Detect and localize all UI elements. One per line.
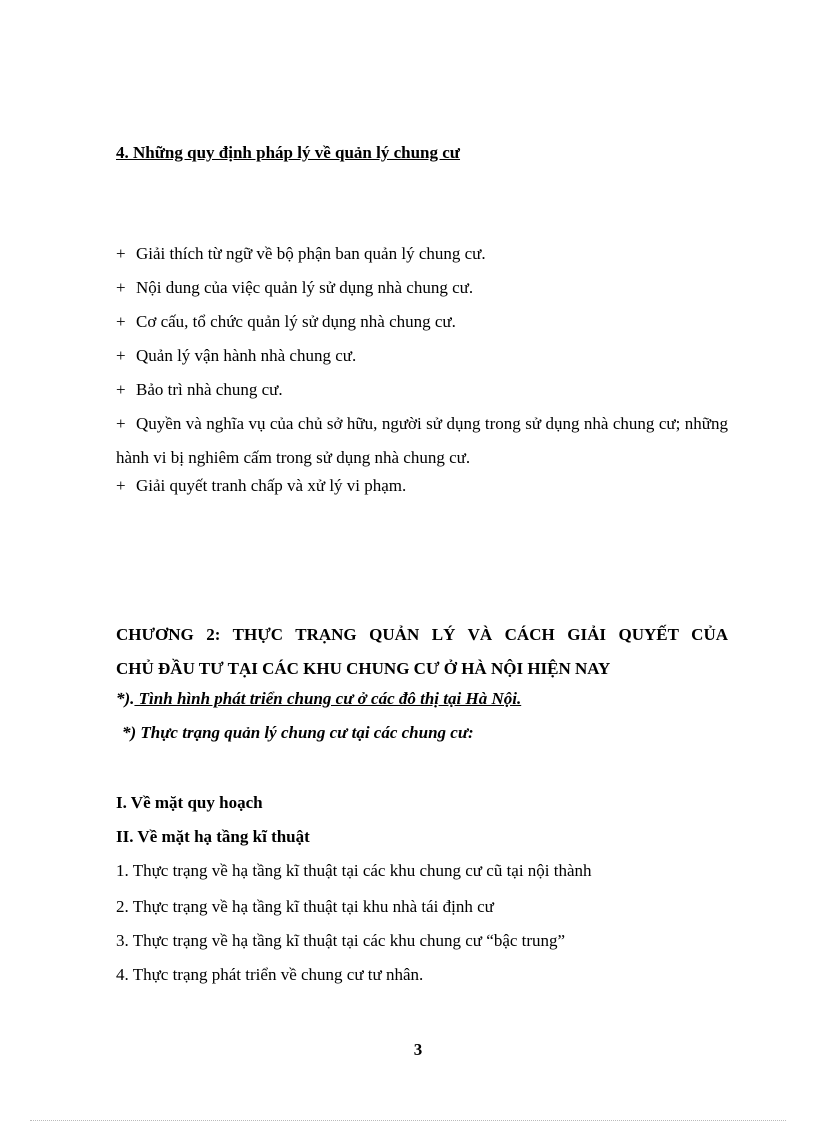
list-item-text: Nội dung của việc quản lý sử dụng nhà chung cư. [136,278,474,297]
list-item [116,243,728,277]
heading-planning: I. Về mặt quy hoạch [116,793,263,812]
page-border [30,1120,786,1121]
list-marker: + [116,312,126,331]
list-item-text: Cơ cấu, tổ chức quản lý sử dụng nhà chung cư. [136,312,456,331]
list-marker: + [116,346,126,365]
subheading-management: *) Thực trạng quản lý chung cư tại các chung cư: [122,723,474,742]
list-item [116,311,728,345]
section-title: 4. Những quy định pháp lý về quản lý chung cư [116,143,461,162]
list-marker: + [116,278,126,297]
list-item [116,475,728,509]
legal-provisions-list [116,243,728,509]
list-item [116,277,728,311]
list-item [116,345,728,379]
chapter-heading [116,618,728,686]
subheading-development [116,689,521,709]
list-marker: + [116,414,126,433]
page-number: 3 [413,1040,423,1059]
list-item-text: Bảo trì nhà chung cư. [136,380,283,399]
infrastructure-item: 4. Thực trạng phát triển về chung cư tư nhân. [116,965,424,984]
subheading-text: Tình hình phát triển chung cư ở các đô thị tại Hà Nội. [134,689,522,708]
subheading-prefix: *). [116,689,135,708]
chapter-heading-line-1: CHƯƠNG 2: THỰC TRẠNG QUẢN LÝ VÀ CÁCH GIẢI QUYẾT CỦA [116,625,728,644]
list-marker: + [116,476,126,495]
list-item-text: Quản lý vận hành nhà chung cư. [136,346,357,365]
list-marker: + [116,380,126,399]
heading-infrastructure: II. Về mặt hạ tầng kĩ thuật [116,827,310,846]
list-item [116,407,728,475]
infrastructure-item: 1. Thực trạng về hạ tầng kĩ thuật tại các khu chung cư cũ tại nội thành [116,861,592,880]
infrastructure-item: 2. Thực trạng về hạ tầng kĩ thuật tại khu nhà tái định cư [116,897,494,916]
list-item-text: Giải quyết tranh chấp và xử lý vi phạm. [136,476,407,495]
infrastructure-item: 3. Thực trạng về hạ tầng kĩ thuật tại các khu chung cư “bậc trung” [116,931,566,950]
list-marker: + [116,244,126,263]
chapter-heading-line-2: CHỦ ĐẦU TƯ TẠI CÁC KHU CHUNG CƯ Ở HÀ NỘI HIỆN NAY [116,659,611,678]
list-item-text: Quyền và nghĩa vụ của chủ sở hữu, người sử dụng trong sử dụng nhà chung cư; những hành vi bị nghiêm cấm trong sử dụng nhà chung cư. [116,414,728,467]
list-item-text: Giải thích từ ngữ về bộ phận ban quản lý chung cư. [136,244,486,263]
